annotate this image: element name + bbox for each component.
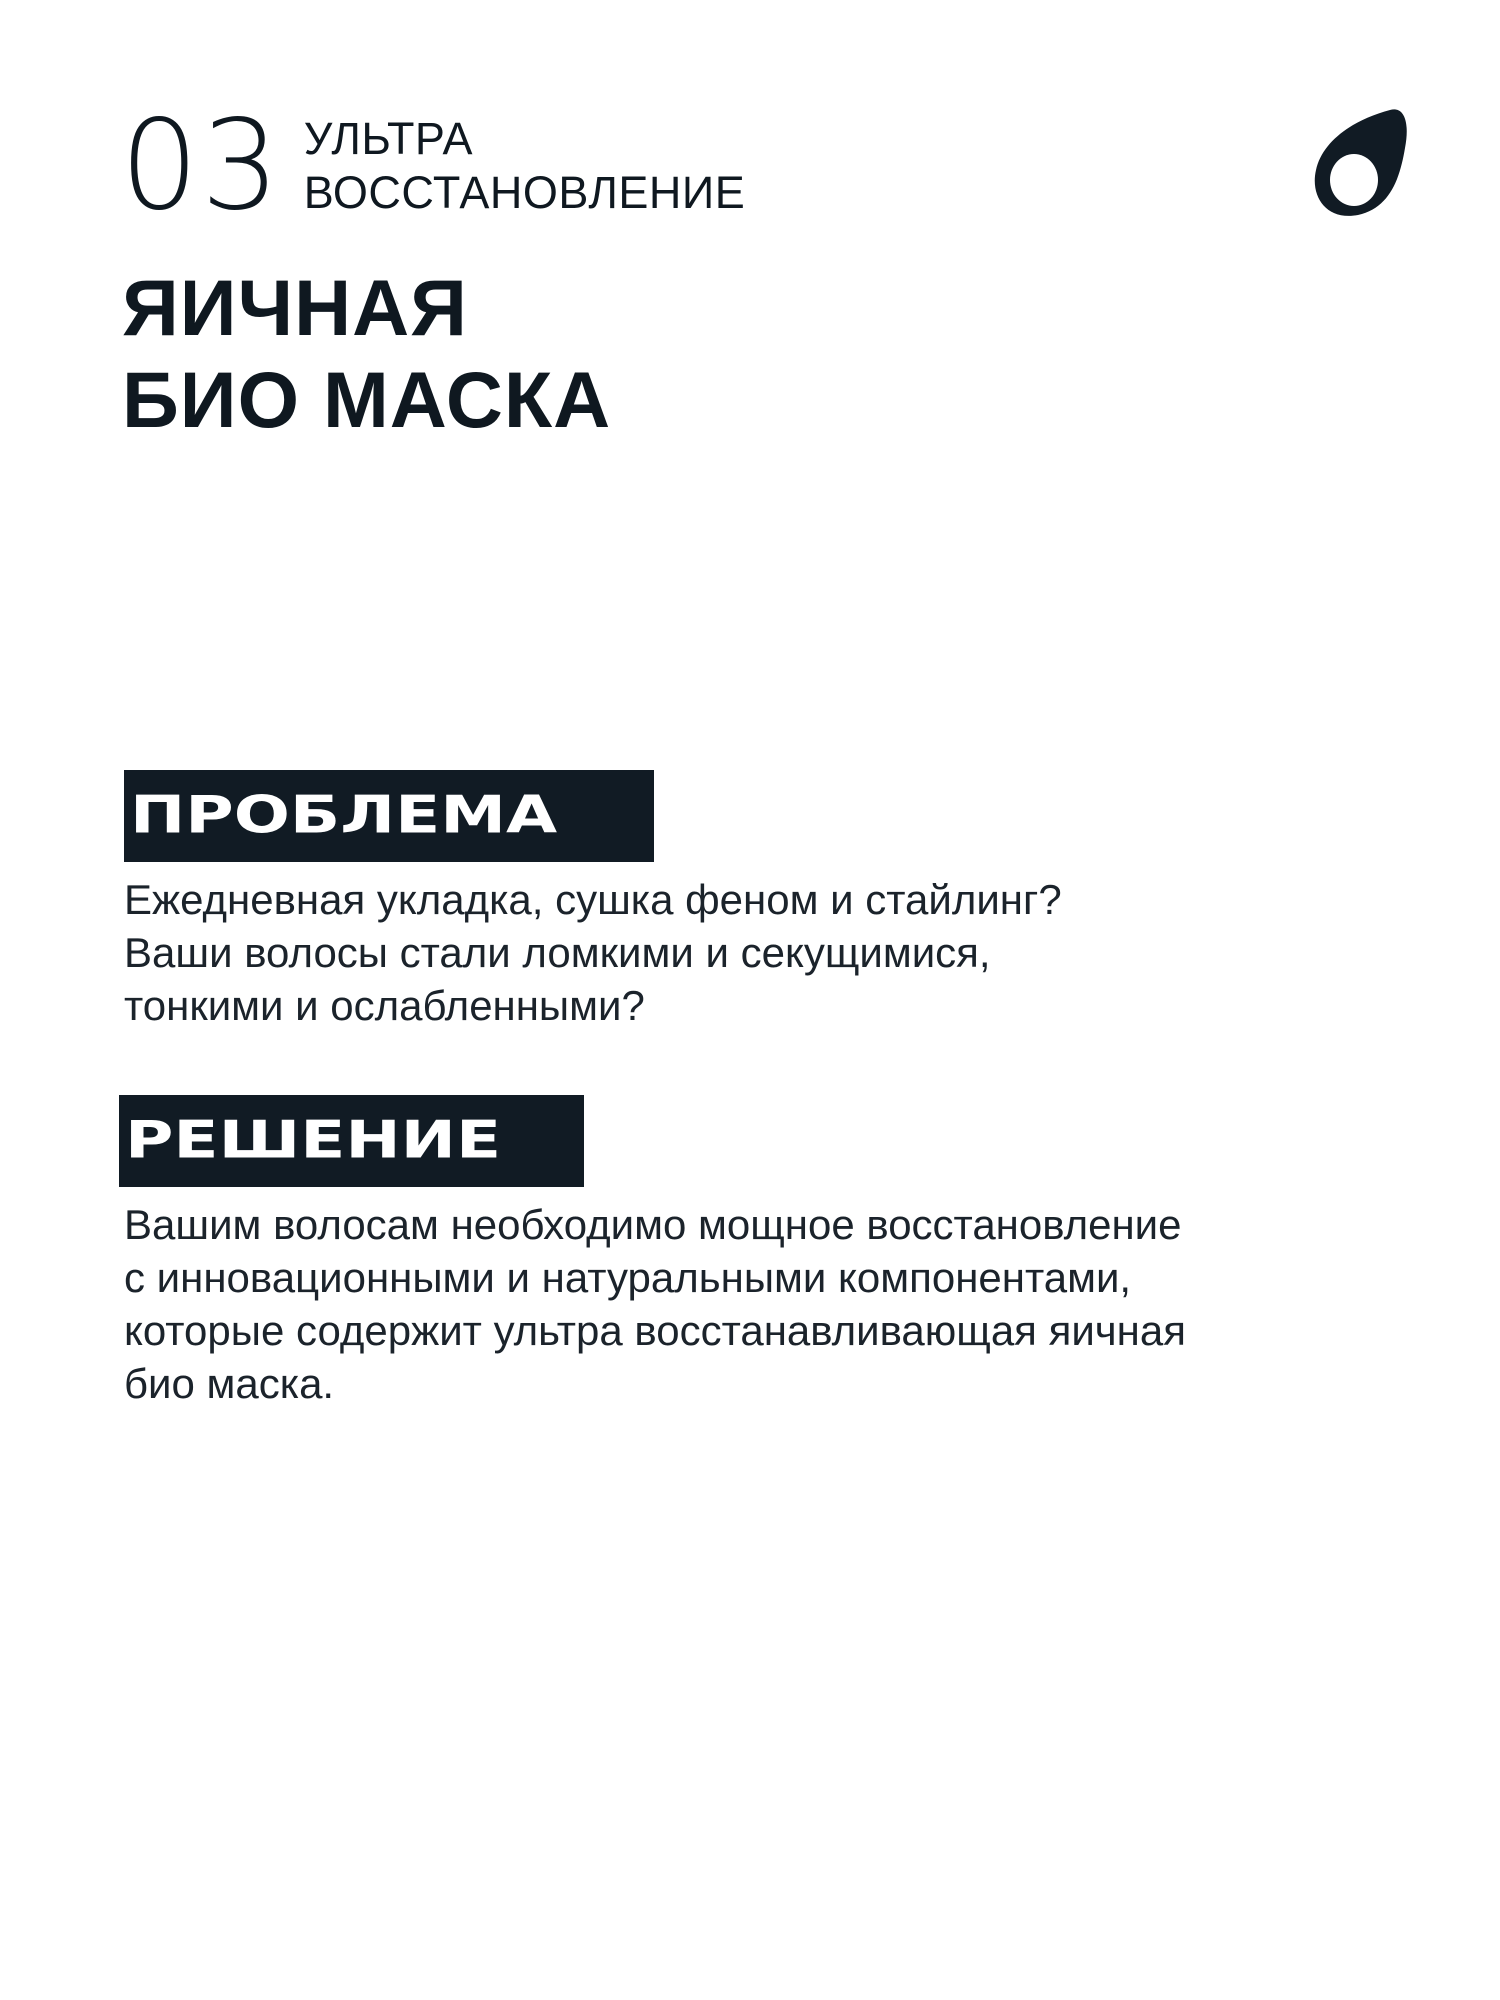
title-line: ЯИЧНАЯ xyxy=(122,263,468,352)
product-title xyxy=(122,262,611,446)
problem-label-text: ПРОБЛЕМА xyxy=(130,785,558,846)
solution-text xyxy=(124,1198,1186,1410)
section-number: 03 xyxy=(120,94,282,238)
problem-text xyxy=(124,873,1062,1032)
solution-line: которые содержит ультра восстанавливающая яичная xyxy=(124,1307,1186,1354)
collection-line: УЛЬТРА xyxy=(303,113,473,164)
solution-line: Вашим волосам необходимо мощное восстановление xyxy=(124,1201,1182,1248)
solution-label-text: РЕШЕНИЕ xyxy=(125,1110,502,1171)
header xyxy=(120,94,746,238)
solution-label xyxy=(119,1095,584,1187)
collection-line: ВОССТАНОВЛЕНИЕ xyxy=(303,167,746,218)
collection-name xyxy=(304,110,745,220)
problem-line: Ежедневная укладка, сушка феном и стайлинг? xyxy=(124,876,1062,923)
problem-line: Ваши волосы стали ломкими и секущимися, xyxy=(124,929,991,976)
egg-logo-icon xyxy=(1312,108,1408,218)
solution-line: с инновационными и натуральными компонентами, xyxy=(124,1254,1132,1301)
problem-line: тонкими и ослабленными? xyxy=(124,982,645,1029)
solution-line: био маска. xyxy=(124,1360,335,1407)
problem-label xyxy=(124,770,654,862)
title-line: БИО МАСКА xyxy=(122,355,612,444)
